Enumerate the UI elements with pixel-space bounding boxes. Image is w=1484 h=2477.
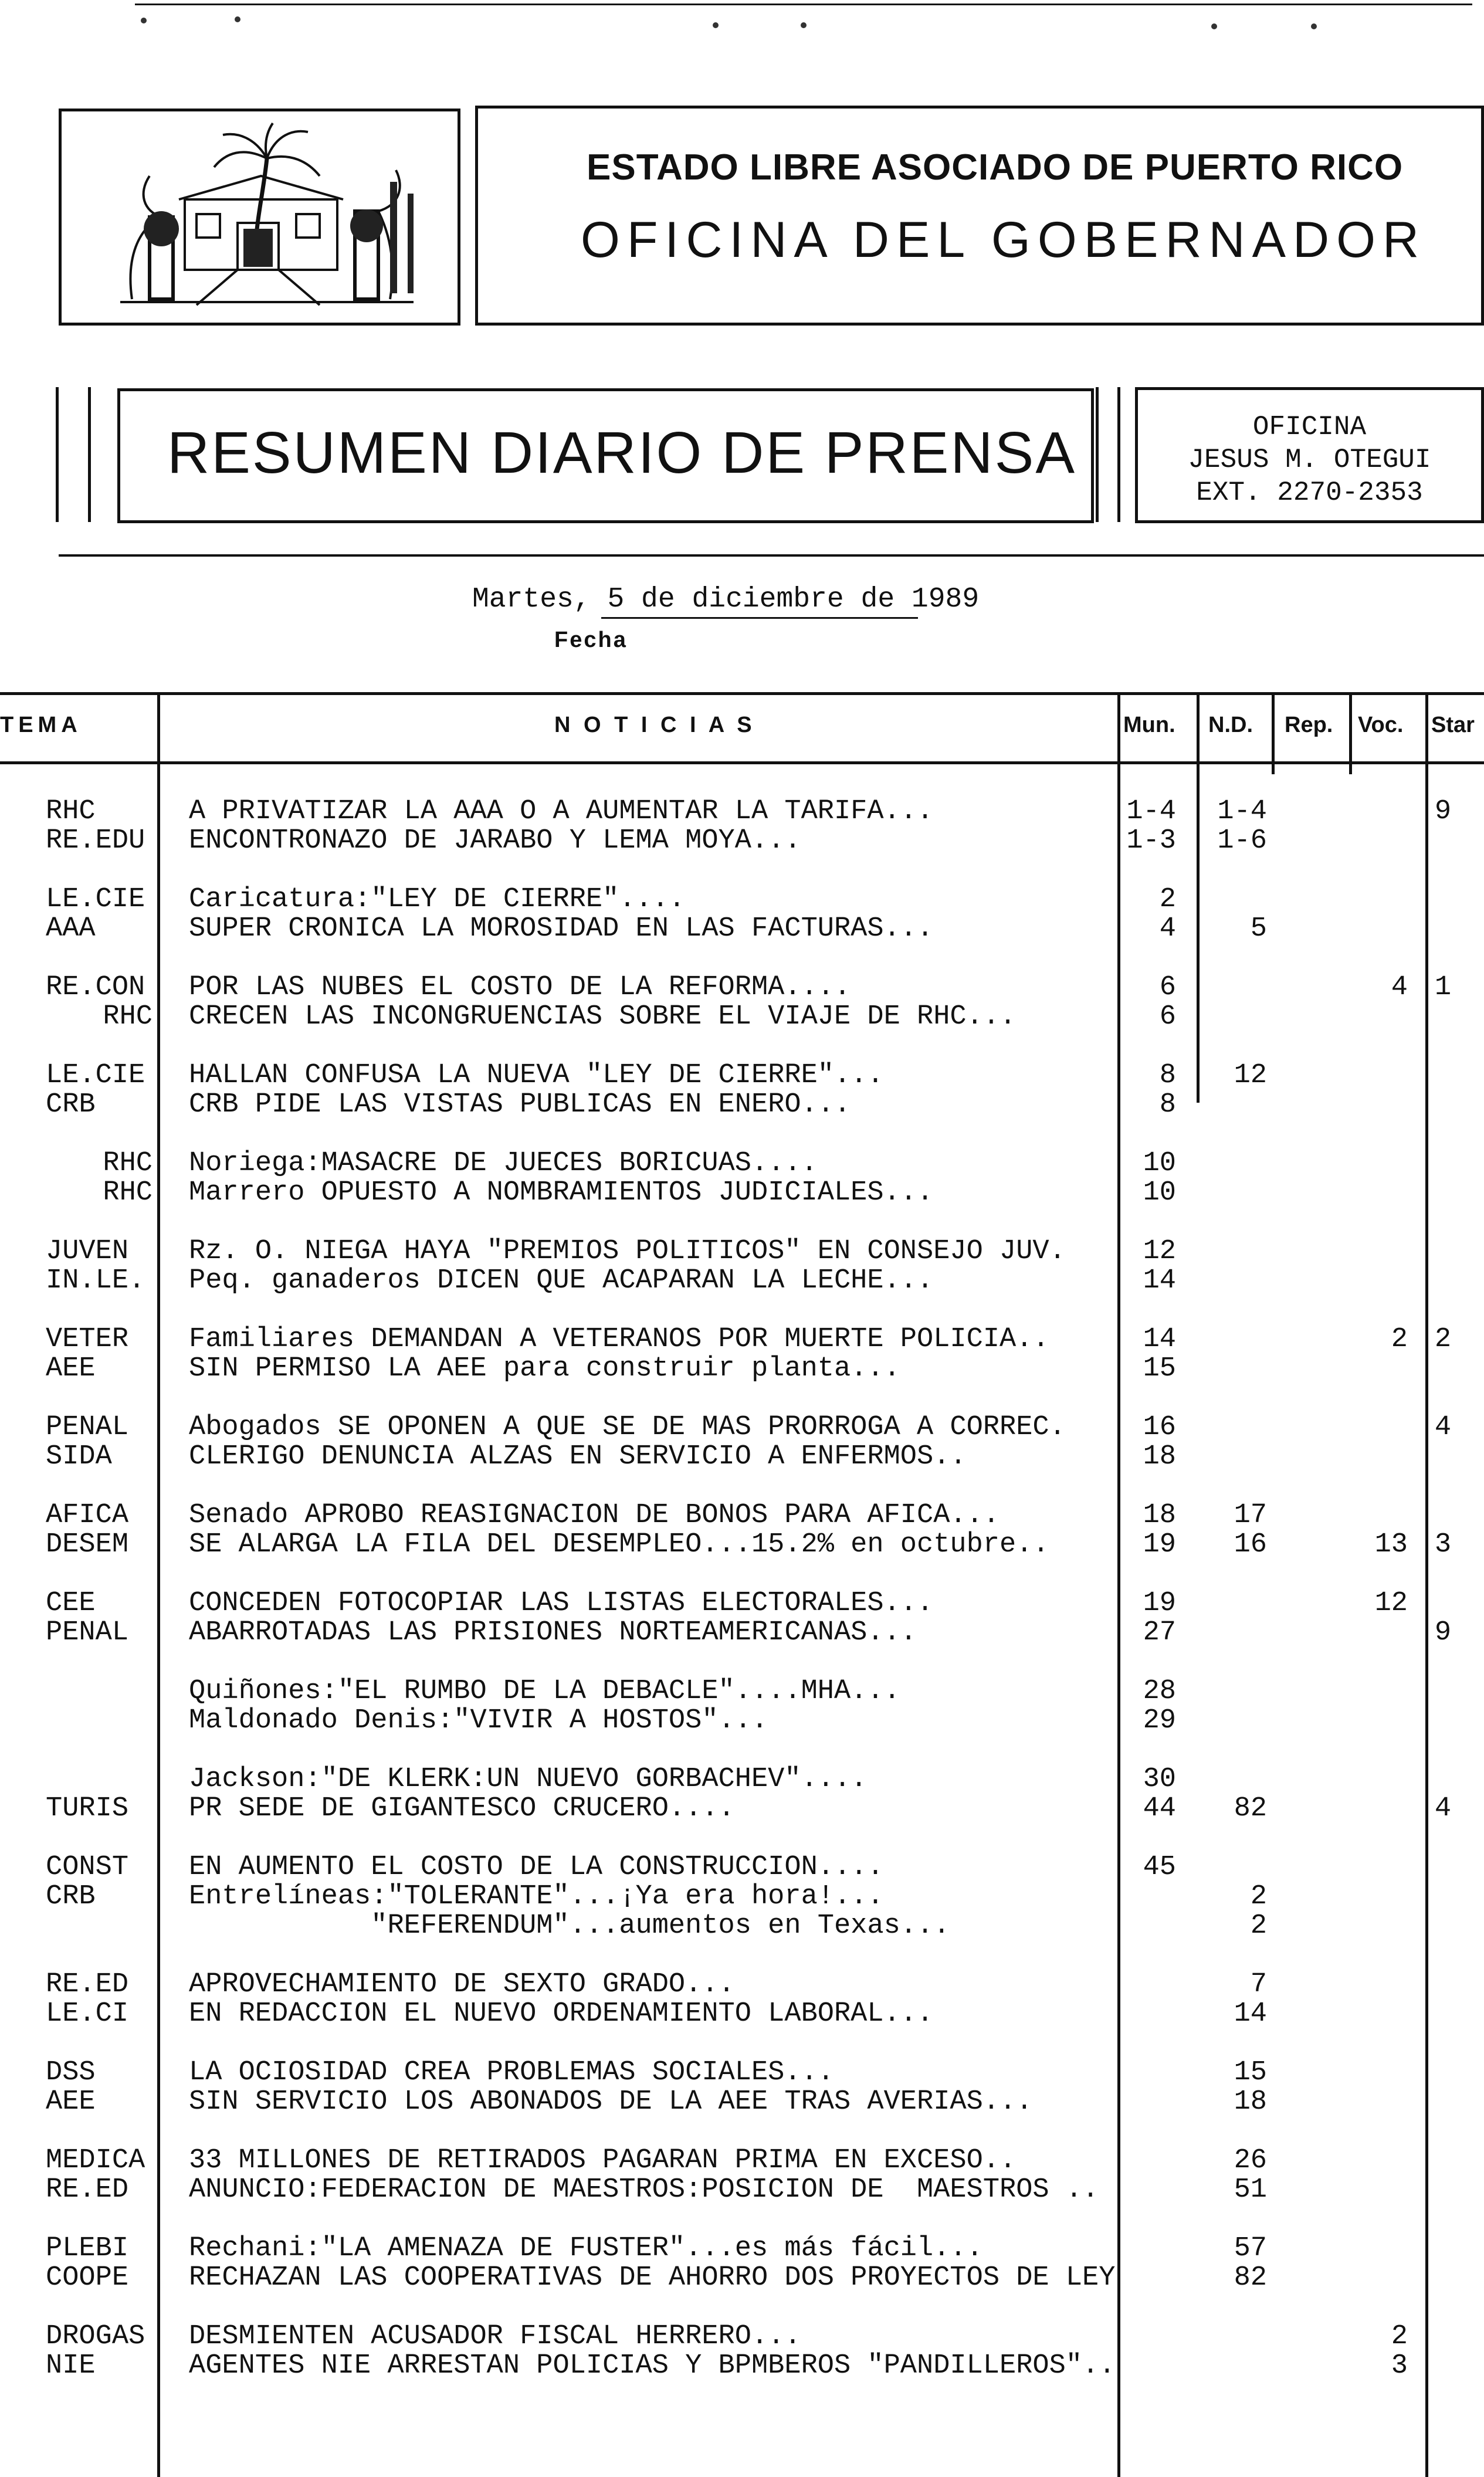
table-top-rule (0, 692, 1484, 695)
row-headline: RECHAZAN LAS COOPERATIVAS DE AHORRO DOS PROYECTOS DE LEY (189, 2262, 1116, 2293)
table-row (0, 2175, 1484, 2205)
row-headline: Quiñones:"EL RUMBO DE LA DEBACLE"....MHA... (189, 1676, 900, 1707)
row-tema: DESEM (46, 1530, 129, 1560)
row-tema: JUVEN (46, 1236, 129, 1267)
row-mun-page: 18 (1143, 1500, 1176, 1531)
row-headline: Familiares DEMANDAN A VETERANOS POR MUERTE POLICIA.. (189, 1324, 1049, 1355)
column-header-mun: Mun. (1123, 713, 1175, 737)
row-nd-page: 14 (1234, 1998, 1267, 2029)
row-tema: CEE (46, 1588, 96, 1619)
row-nd-page: 82 (1234, 1793, 1267, 1824)
table-row (0, 1236, 1484, 1267)
scan-speck (713, 22, 719, 28)
row-tema: DSS (46, 2058, 96, 2088)
row-mun-page: 6 (1159, 1001, 1176, 1032)
row-headline: SUPER CRONICA LA MOROSIDAD EN LAS FACTURAS... (189, 913, 934, 944)
table-row (0, 1178, 1484, 1208)
row-nd-page: 57 (1234, 2233, 1267, 2264)
table-row (0, 885, 1484, 915)
table-row (0, 1354, 1484, 1384)
row-mun-page: 6 (1159, 972, 1176, 1003)
row-tema: MEDICA (46, 2146, 145, 2176)
table-row (0, 1412, 1484, 1443)
column-rule-star (1425, 692, 1428, 2477)
row-headline: Noriega:MASACRE DE JUECES BORICUAS.... (189, 1148, 818, 1179)
row-mun-page: 14 (1143, 1324, 1176, 1355)
report-date: Martes, 5 de diciembre de 1989 (472, 584, 980, 615)
table-row (0, 1060, 1484, 1091)
row-voc-page: 2 (1391, 1324, 1408, 1355)
row-tema: AFICA (46, 1500, 129, 1531)
row-star-page: 4 (1434, 1793, 1452, 1824)
table-row (0, 1676, 1484, 1707)
office-label: OFICINA (1252, 412, 1367, 442)
table-row (0, 1266, 1484, 1296)
row-star-page: 9 (1434, 1617, 1452, 1648)
row-tema: LE.CIE (46, 885, 145, 915)
row-nd-page: 15 (1234, 2057, 1267, 2088)
row-headline: Caricatura:"LEY DE CIERRE".... (189, 884, 686, 915)
row-headline: Abogados SE OPONEN A QUE SE DE MAS PRORROGA A CORREC. (189, 1412, 1066, 1443)
row-mun-page: 15 (1143, 1353, 1176, 1384)
column-rule-voc (1349, 692, 1352, 774)
row-mun-page: 28 (1143, 1676, 1176, 1707)
scan-speck (1211, 23, 1217, 29)
row-headline: ABARROTADAS LAS PRISIONES NORTEAMERICANAS... (189, 1617, 917, 1648)
row-tema: AEE (46, 2087, 96, 2117)
column-header-star: Star (1431, 713, 1475, 737)
row-nd-page: 7 (1250, 1969, 1267, 2000)
table-row (0, 1970, 1484, 2000)
row-tema: RE.ED (46, 2175, 129, 2205)
office-contact-name: JESUS M. OTEGUI (1188, 445, 1431, 475)
scan-speck (235, 16, 240, 22)
row-headline: 33 MILLONES DE RETIRADOS PAGARAN PRIMA EN EXCESO.. (189, 2145, 1017, 2176)
row-headline: CLERIGO DENUNCIA ALZAS EN SERVICIO A ENFERMOS.. (189, 1441, 967, 1472)
row-headline: POR LAS NUBES EL COSTO DE LA REFORMA.... (189, 972, 851, 1003)
table-row (0, 1764, 1484, 1795)
row-star-page: 3 (1434, 1529, 1452, 1560)
row-headline: Jackson:"DE KLERK:UN NUEVO GORBACHEV".... (189, 1764, 868, 1795)
row-mun-page: 19 (1143, 1588, 1176, 1619)
row-nd-page: 1-4 (1217, 796, 1267, 827)
row-mun-page: 10 (1143, 1177, 1176, 1208)
title-bar-rule (88, 387, 91, 522)
row-tema: AEE (46, 1354, 96, 1384)
office-contact (1135, 411, 1484, 509)
table-row (0, 1706, 1484, 1736)
row-star-page: 9 (1434, 796, 1452, 827)
column-header-tema: TEMA (0, 713, 82, 737)
row-tema: LE.CI (46, 1999, 129, 2029)
row-mun-page: 30 (1143, 1764, 1176, 1795)
row-mun-page: 1-3 (1126, 825, 1176, 856)
table-row (0, 1618, 1484, 1648)
scan-speck (141, 18, 147, 23)
row-nd-page: 2 (1250, 1910, 1267, 1941)
table-header-rule (0, 761, 1484, 764)
row-mun-page: 1-4 (1126, 796, 1176, 827)
row-mun-page: 18 (1143, 1441, 1176, 1472)
table-row (0, 1588, 1484, 1619)
row-voc-page: 2 (1391, 2321, 1408, 2352)
row-mun-page: 10 (1143, 1148, 1176, 1179)
row-tema: TURIS (46, 1794, 129, 1824)
row-headline: LA OCIOSIDAD CREA PROBLEMAS SOCIALES... (189, 2057, 834, 2088)
table-row (0, 2322, 1484, 2352)
row-nd-page: 5 (1250, 913, 1267, 944)
table-row (0, 1442, 1484, 1472)
top-edge-line (135, 4, 1472, 5)
row-nd-page: 18 (1234, 2086, 1267, 2117)
row-tema: RE.EDU (46, 826, 145, 856)
column-header-rep: Rep. (1285, 713, 1333, 737)
row-star-page: 1 (1434, 972, 1452, 1003)
table-row (0, 2263, 1484, 2293)
row-mun-page: 8 (1159, 1089, 1176, 1120)
row-headline: CONCEDEN FOTOCOPIAR LAS LISTAS ELECTORALES... (189, 1588, 934, 1619)
row-nd-page: 12 (1234, 1060, 1267, 1091)
table-row (0, 1852, 1484, 1883)
row-mun-page: 14 (1143, 1265, 1176, 1296)
row-voc-page: 13 (1374, 1529, 1408, 1560)
table-row (0, 1002, 1484, 1032)
row-tema: CRB (46, 1882, 96, 1912)
row-nd-page: 82 (1234, 2262, 1267, 2293)
row-headline: A PRIVATIZAR LA AAA O A AUMENTAR LA TARIFA... (189, 796, 934, 827)
column-rule-rep (1272, 692, 1275, 774)
table-row (0, 2351, 1484, 2381)
row-nd-page: 2 (1250, 1881, 1267, 1912)
row-tema: CONST (46, 1852, 129, 1883)
row-headline: AGENTES NIE ARRESTAN POLICIAS Y BPMBEROS "PANDILLEROS".. (189, 2350, 1116, 2381)
row-headline: Maldonado Denis:"VIVIR A HOSTOS"... (189, 1705, 768, 1736)
table-row (0, 1148, 1484, 1179)
row-mun-page: 8 (1159, 1060, 1176, 1091)
scan-speck (801, 22, 807, 28)
row-headline: ENCONTRONAZO DE JARABO Y LEMA MOYA... (189, 825, 801, 856)
row-tema: RE.CON (46, 972, 145, 1003)
row-headline: DESMIENTEN ACUSADOR FISCAL HERRERO... (189, 2321, 801, 2352)
table-row (0, 1911, 1484, 1941)
table-row (0, 826, 1484, 856)
header-separator (59, 554, 1484, 557)
row-tema: CRB (46, 1090, 96, 1120)
table-row (0, 1882, 1484, 1912)
row-tema: RE.ED (46, 1970, 129, 2000)
row-voc-page: 4 (1391, 972, 1408, 1003)
row-star-page: 4 (1434, 1412, 1452, 1443)
row-headline: APROVECHAMIENTO DE SEXTO GRADO... (189, 1969, 735, 2000)
row-headline: EN REDACCION EL NUEVO ORDENAMIENTO LABORAL... (189, 1998, 934, 2029)
row-tema: IN.LE. (46, 1266, 145, 1296)
table-row (0, 2058, 1484, 2088)
row-tema: SIDA (46, 1442, 112, 1472)
row-nd-page: 17 (1234, 1500, 1267, 1531)
row-tema: PLEBI (46, 2234, 129, 2264)
table-row (0, 1324, 1484, 1355)
logo-box (59, 109, 460, 326)
row-mun-page: 16 (1143, 1412, 1176, 1443)
title-bar-rule (1117, 387, 1120, 522)
table-row (0, 797, 1484, 827)
table-row (0, 2146, 1484, 2176)
office-extension: EXT. 2270-2353 (1196, 477, 1423, 508)
row-headline: Senado APROBO REASIGNACION DE BONOS PARA AFICA... (189, 1500, 1000, 1531)
row-headline: Rz. O. NIEGA HAYA "PREMIOS POLITICOS" EN CONSEJO JUV. (189, 1236, 1066, 1267)
row-tema: RHC (103, 1002, 153, 1032)
row-mun-page: 44 (1143, 1793, 1176, 1824)
row-tema: AAA (46, 914, 96, 944)
scan-speck (1311, 23, 1317, 29)
row-headline: Rechani:"LA AMENAZA DE FUSTER"...es más fácil... (189, 2233, 983, 2264)
table-row (0, 2087, 1484, 2117)
row-nd-page: 26 (1234, 2145, 1267, 2176)
table-row (0, 1500, 1484, 1531)
row-voc-page: 3 (1391, 2350, 1408, 2381)
row-tema: RHC (103, 1148, 153, 1179)
table-row (0, 2234, 1484, 2264)
row-mun-page: 27 (1143, 1617, 1176, 1648)
table-row (0, 914, 1484, 944)
row-tema: RHC (103, 1178, 153, 1208)
row-headline: SE ALARGA LA FILA DEL DESEMPLEO...15.2% en octubre.. (189, 1529, 1049, 1560)
row-mun-page: 29 (1143, 1705, 1176, 1736)
row-tema: NIE (46, 2351, 96, 2381)
row-headline: SIN SERVICIO LOS ABONADOS DE LA AEE TRAS AVERIAS... (189, 2086, 1033, 2117)
row-mun-page: 4 (1159, 913, 1176, 944)
column-rule-tema (157, 692, 160, 2477)
row-headline: PR SEDE DE GIGANTESCO CRUCERO.... (189, 1793, 735, 1824)
row-headline: EN AUMENTO EL COSTO DE LA CONSTRUCCION.... (189, 1852, 884, 1883)
row-mun-page: 45 (1143, 1852, 1176, 1883)
row-headline: "REFERENDUM"...aumentos en Texas... (189, 1910, 950, 1941)
date-underline (601, 617, 918, 619)
table-row (0, 1090, 1484, 1120)
table-row (0, 972, 1484, 1003)
row-headline: Marrero OPUESTO A NOMBRAMIENTOS JUDICIALES... (189, 1177, 934, 1208)
table-row (0, 1530, 1484, 1560)
row-tema: VETER (46, 1324, 129, 1355)
row-voc-page: 12 (1374, 1588, 1408, 1619)
palace-building-icon (62, 111, 458, 323)
row-headline: CRB PIDE LAS VISTAS PUBLICAS EN ENERO... (189, 1089, 851, 1120)
row-mun-page: 12 (1143, 1236, 1176, 1267)
column-rule-mun (1117, 692, 1120, 2477)
row-headline: ANUNCIO:FEDERACION DE MAESTROS:POSICION DE MAESTROS .. (189, 2174, 1099, 2205)
row-headline: CRECEN LAS INCONGRUENCIAS SOBRE EL VIAJE DE RHC... (189, 1001, 1017, 1032)
office-name: OFICINA DEL GOBERNADOR (581, 212, 1427, 268)
row-headline: Peq. ganaderos DICEN QUE ACAPARAN LA LECHE... (189, 1265, 934, 1296)
row-headline: Entrelíneas:"TOLERANTE"...¡Ya era hora!... (189, 1881, 884, 1912)
title-bar-rule (56, 387, 59, 522)
row-mun-page: 2 (1159, 884, 1176, 915)
row-tema: PENAL (46, 1618, 129, 1648)
column-header-voc: Voc. (1358, 713, 1404, 737)
column-header-noticias: N O T I C I A S (554, 713, 755, 737)
row-headline: HALLAN CONFUSA LA NUEVA "LEY DE CIERRE"... (189, 1060, 884, 1091)
report-title: RESUMEN DIARIO DE PRENSA (167, 420, 1077, 486)
row-headline: SIN PERMISO LA AEE para construir planta... (189, 1353, 900, 1384)
row-tema: RHC (46, 797, 96, 827)
government-name: ESTADO LIBRE ASOCIADO DE PUERTO RICO (587, 147, 1404, 188)
title-bar-rule (1096, 387, 1099, 522)
row-nd-page: 51 (1234, 2174, 1267, 2205)
row-mun-page: 19 (1143, 1529, 1176, 1560)
row-nd-page: 1-6 (1217, 825, 1267, 856)
row-tema: COOPE (46, 2263, 129, 2293)
table-row (0, 1794, 1484, 1824)
row-nd-page: 16 (1234, 1529, 1267, 1560)
row-tema: PENAL (46, 1412, 129, 1443)
row-star-page: 2 (1434, 1324, 1452, 1355)
table-row (0, 1999, 1484, 2029)
row-tema: LE.CIE (46, 1060, 145, 1091)
date-label: Fecha (554, 628, 628, 652)
column-header-nd: N.D. (1208, 713, 1253, 737)
row-tema: DROGAS (46, 2322, 145, 2352)
